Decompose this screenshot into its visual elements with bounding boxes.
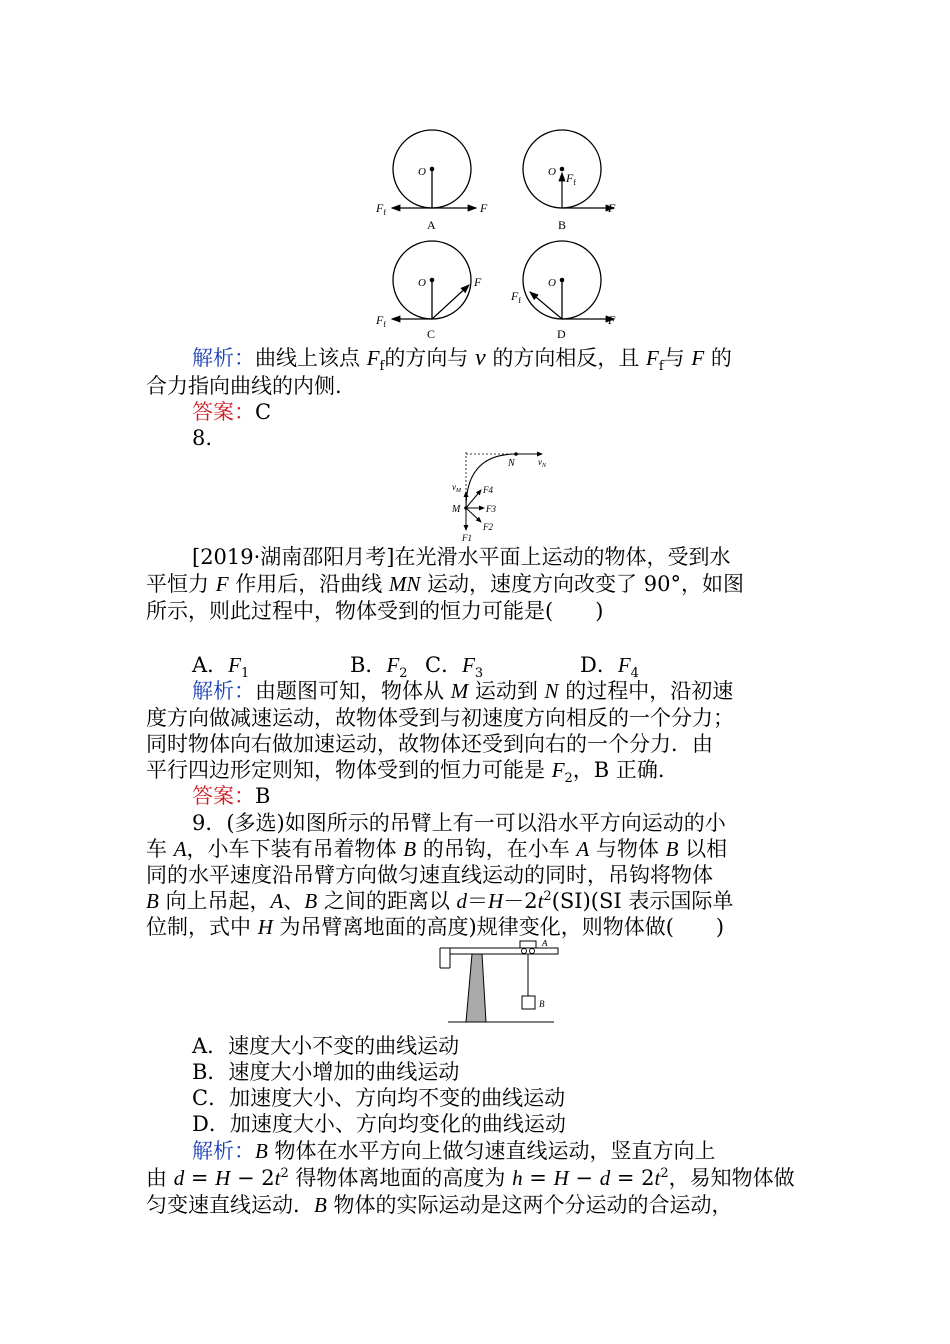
svg-text:O: O xyxy=(548,277,556,289)
q8-analysis-line-3: 同时物体向右做加速运动，故物体还受到向右的一个分力．由 xyxy=(146,732,713,756)
svg-text:A: A xyxy=(542,940,548,948)
svg-text:F: F xyxy=(474,275,482,289)
q8-stem-line-3: 所示，则此过程中，物体受到的恒力可能是( ) xyxy=(146,599,604,623)
q7-answer: 答案：C xyxy=(192,400,272,424)
q9-analysis-line-1: 解析：B 物体在水平方向上做匀速直线运动，竖直方向上 xyxy=(192,1139,716,1163)
q9-option-c: C．加速度大小、方向均不变的曲线运动 xyxy=(192,1086,566,1110)
svg-text:Ff: $F_f$ xyxy=(566,171,577,187)
q8-analysis-line-1: 解析：由题图可知，物体从 M 运动到 N 的过程中，沿初速 xyxy=(192,679,734,703)
svg-text:F: F xyxy=(608,313,616,327)
q8-analysis-line-4: 平行四边形定则知，物体受到的恒力可能是 $F_2$，B 正确. xyxy=(146,758,665,787)
svg-text:C: C xyxy=(427,327,436,341)
q7-analysis-line-2: 合力指向曲线的内侧. xyxy=(146,374,342,398)
q8-answer: 答案：B xyxy=(192,784,271,808)
panel-a xyxy=(375,130,488,232)
q9-option-b: B．速度大小增加的曲线运动 xyxy=(192,1060,460,1084)
q9-stem-line-3: 同的水平速度沿吊臂方向做匀速直线运动的同时，吊钩将物体 xyxy=(146,863,713,887)
svg-text:Ff: $F_f$ xyxy=(511,289,522,305)
svg-text:B: B xyxy=(558,218,567,232)
svg-text:F1: F1 xyxy=(462,533,472,542)
svg-text:Ff: $F_f$ xyxy=(376,313,387,329)
q8-option-b: B．$F_2$ xyxy=(350,653,408,682)
q9-option-a: A．速度大小不变的曲线运动 xyxy=(192,1034,460,1058)
svg-text:B: B xyxy=(539,999,545,1009)
svg-text:F: F xyxy=(480,201,488,215)
svg-text:D: D xyxy=(557,327,566,341)
q8-option-d: D．$F_4$ xyxy=(580,653,639,682)
svg-text:F4: F4 xyxy=(483,485,493,495)
q8-number: 8. xyxy=(192,426,213,450)
svg-text:O: O xyxy=(548,166,556,178)
q8-stem-line-2: 平恒力 F 作用后，沿曲线 MN 运动，速度方向改变了 90°，如图 xyxy=(146,572,744,596)
svg-text:F2: F2 xyxy=(483,522,493,532)
q8-stem-line-1: [2019·湖南邵阳月考]在光滑水平面上运动的物体，受到水 xyxy=(192,545,731,569)
panel-b xyxy=(523,130,616,232)
svg-text:M: M xyxy=(452,504,461,515)
q7-analysis-line-1: 解析：曲线上该点 $F_f$的方向与 v 的方向相反，且 $F_f$与 F 的 xyxy=(192,345,732,375)
q9-option-d: D．加速度大小、方向均变化的曲线运动 xyxy=(192,1112,566,1136)
crane-figure xyxy=(436,940,564,1028)
q8-option-a: A．$F_1$ xyxy=(192,653,250,682)
q9-stem-line-4: B 向上吊起，A、B 之间的距离以 $d=H-2t^2(SI)(SI$ 表示国际单 xyxy=(146,889,734,913)
svg-text:O: O xyxy=(418,277,426,289)
curve-mn-figure xyxy=(446,450,556,542)
circle-force-figure xyxy=(370,128,630,346)
q9-stem-line-1: 9．(多选)如图所示的吊臂上有一可以沿水平方向运动的小 xyxy=(192,811,726,835)
svg-text:N: N xyxy=(508,458,515,469)
q9-stem-line-5: 位制，式中 H 为吊臂离地面的高度)规律变化，则物体做( ) xyxy=(146,915,725,939)
svg-text:vN: $v_N$ xyxy=(538,457,547,469)
svg-text:F: F xyxy=(608,201,616,215)
q9-stem-line-2: 车 A，小车下装有吊着物体 B 的吊钩，在小车 A 与物体 B 以相 xyxy=(146,837,728,861)
panel-c xyxy=(375,241,482,341)
panel-d xyxy=(510,241,616,341)
q8-option-c: C．$F_3$ xyxy=(425,653,484,682)
svg-text:Ff: $F_f$ xyxy=(376,201,387,217)
svg-text:vM: $v_M$ xyxy=(452,482,461,494)
svg-text:F3: F3 xyxy=(486,504,496,514)
q9-analysis-line-2: 由 $d = H - 2t^2$ 得物体离地面的高度为 $h = H - d = 2t^2$，易知物体做 xyxy=(146,1166,795,1190)
center-label: O xyxy=(418,166,426,178)
q9-analysis-line-3: 匀变速直线运动．B 物体的实际运动是这两个分运动的合运动， xyxy=(146,1193,733,1217)
q8-analysis-line-2: 度方向做减速运动，故物体受到与初速度方向相反的一个分力； xyxy=(146,706,734,730)
panel-label: A xyxy=(427,218,436,232)
